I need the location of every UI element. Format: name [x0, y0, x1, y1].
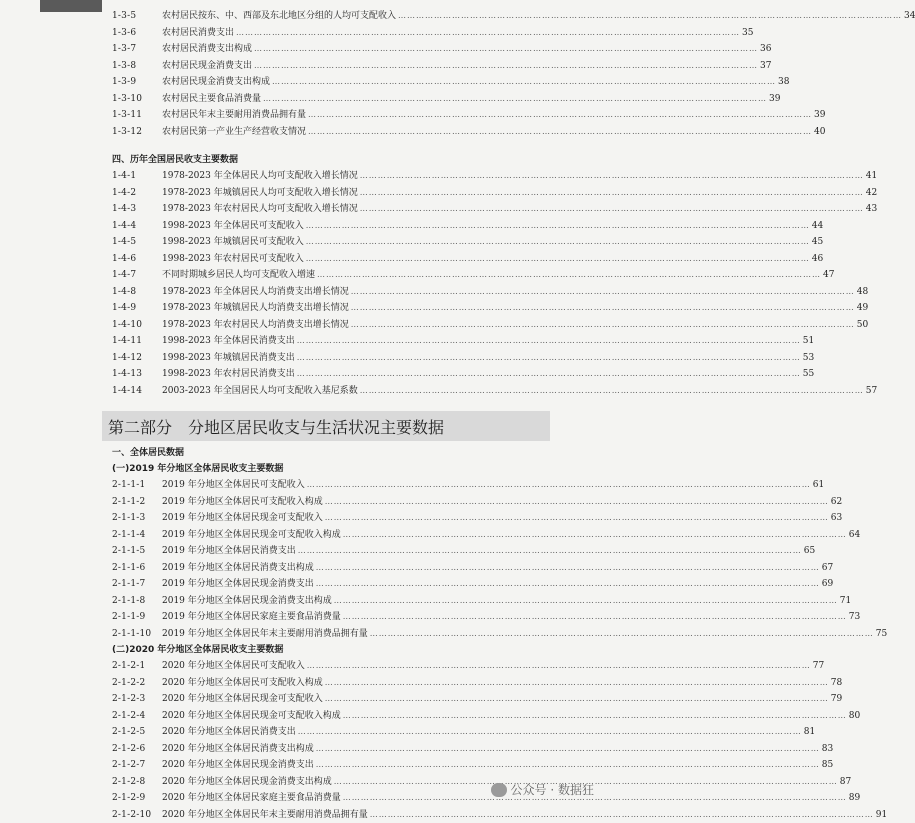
dot-leader	[351, 284, 855, 301]
toc-entry-page: 41	[866, 168, 877, 185]
toc-entry-number: 2-1-1-4	[112, 527, 162, 544]
toc-entry-title: 农村居民现金消费支出	[162, 58, 252, 75]
toc-entry[interactable]	[112, 807, 552, 823]
toc-entry-number: 1-4-5	[112, 234, 162, 251]
toc-entry[interactable]	[112, 366, 552, 383]
toc-entry-page: 39	[769, 91, 780, 108]
dot-leader	[316, 757, 820, 774]
toc-entry-page: 55	[803, 366, 814, 383]
toc-entry[interactable]	[112, 691, 552, 708]
toc-entry-page: 79	[831, 691, 842, 708]
toc-entry[interactable]	[112, 609, 552, 626]
toc-entry[interactable]	[112, 267, 552, 284]
toc-entry[interactable]	[112, 41, 552, 58]
toc-entry-title: 1978-2023 年全体居民人均可支配收入增长情况	[162, 168, 358, 185]
toc-entry[interactable]	[112, 576, 552, 593]
part2-subheading: 一、全体居民数据	[112, 445, 552, 461]
dot-leader	[360, 383, 864, 400]
toc-entry-title: 2019 年分地区全体居民现金可支配收入构成	[162, 527, 341, 544]
toc-entry-page: 40	[814, 124, 825, 141]
toc-entry[interactable]	[112, 317, 552, 334]
dot-leader	[297, 350, 801, 367]
toc-entry[interactable]	[112, 74, 552, 91]
dot-leader	[306, 234, 810, 251]
toc-entry-number: 1-4-10	[112, 317, 162, 334]
toc-entry-page: 71	[840, 593, 851, 610]
toc-entry[interactable]	[112, 201, 552, 218]
dot-leader	[307, 658, 811, 675]
dot-leader	[316, 576, 820, 593]
toc-entry-number: 1-4-1	[112, 168, 162, 185]
toc-entry[interactable]	[112, 218, 552, 235]
toc-entry-page: 62	[831, 494, 842, 511]
toc-entry-page: 42	[866, 185, 877, 202]
dot-leader	[360, 168, 864, 185]
toc-entry-page: 65	[804, 543, 815, 560]
toc-entry-title: 2020 年分地区全体居民现金消费支出	[162, 757, 314, 774]
toc-entry-title: 1998-2023 年农村居民可支配收入	[162, 251, 304, 268]
toc-entry-number: 2-1-1-9	[112, 609, 162, 626]
toc-entry-page: 38	[778, 74, 789, 91]
dot-leader	[298, 543, 802, 560]
toc-entry-page: 87	[840, 774, 851, 791]
dot-leader	[317, 267, 821, 284]
toc-entry-page: 45	[812, 234, 823, 251]
toc-entry-number: 1-4-4	[112, 218, 162, 235]
toc-entry-page: 57	[866, 383, 877, 400]
toc-entry-title: 农村居民主要食品消费量	[162, 91, 261, 108]
dot-leader	[308, 124, 812, 141]
toc-entry-page: 75	[876, 626, 887, 643]
toc-entry-number: 2-1-1-2	[112, 494, 162, 511]
toc-entry-page: 69	[822, 576, 833, 593]
toc-entry-title: 农村居民按东、中、西部及东北地区分组的人均可支配收入	[162, 8, 396, 25]
toc-entry-number: 2-1-2-5	[112, 724, 162, 741]
toc-entry[interactable]	[112, 284, 552, 301]
dot-leader	[297, 333, 801, 350]
dot-leader	[254, 58, 758, 75]
toc-entry-number: 1-3-8	[112, 58, 162, 75]
toc-entry[interactable]	[112, 333, 552, 350]
toc-entry-page: 73	[849, 609, 860, 626]
toc-entry-title: 2020 年分地区全体居民可支配收入构成	[162, 675, 323, 692]
toc-entry-page: 85	[822, 757, 833, 774]
toc-entry-title: 2019 年分地区全体居民消费支出构成	[162, 560, 314, 577]
toc-entry-number: 2-1-1-5	[112, 543, 162, 560]
toc-entry-number: 2-1-2-10	[112, 807, 162, 823]
toc-entry[interactable]	[112, 543, 552, 560]
toc-entry-number: 2-1-2-2	[112, 675, 162, 692]
dot-leader	[316, 741, 820, 758]
toc-entry-number: 2-1-2-3	[112, 691, 162, 708]
toc-entry-page: 53	[803, 350, 814, 367]
toc-entry-number: 1-4-12	[112, 350, 162, 367]
toc-entry-page: 63	[831, 510, 842, 527]
toc-entry-title: 2019 年分地区全体居民现金消费支出构成	[162, 593, 332, 610]
toc-list-section4	[112, 168, 552, 399]
toc-entry-page: 77	[813, 658, 824, 675]
toc-entry-title: 不同时期城乡居民人均可支配收入增速	[162, 267, 315, 284]
toc-entry-page: 78	[831, 675, 842, 692]
toc-entry-title: 2019 年分地区全体居民年末主要耐用消费品拥有量	[162, 626, 368, 643]
toc-entry-number: 1-4-7	[112, 267, 162, 284]
toc-entry[interactable]	[112, 168, 552, 185]
dot-leader	[306, 218, 810, 235]
toc-entry[interactable]	[112, 8, 552, 25]
toc-entry[interactable]	[112, 234, 552, 251]
dot-leader	[325, 510, 829, 527]
toc-entry-number: 2-1-2-6	[112, 741, 162, 758]
dot-leader	[254, 41, 758, 58]
toc-entry-number: 1-3-10	[112, 91, 162, 108]
toc-entry-number: 1-3-6	[112, 25, 162, 42]
toc-entry-title: 2019 年分地区全体居民家庭主要食品消费量	[162, 609, 341, 626]
toc-entry-page: 81	[804, 724, 815, 741]
wechat-icon	[491, 783, 507, 797]
toc-entry-page: 91	[876, 807, 887, 823]
dot-leader	[370, 626, 874, 643]
toc-list-2019	[112, 477, 552, 642]
toc-entry[interactable]	[112, 593, 552, 610]
toc-entry[interactable]	[112, 477, 552, 494]
toc-entry-number: 2-1-2-4	[112, 708, 162, 725]
toc-entry-page: 47	[823, 267, 834, 284]
toc-entry-title: 1998-2023 年城镇居民消费支出	[162, 350, 295, 367]
dot-leader	[351, 300, 855, 317]
toc-entry[interactable]	[112, 124, 552, 141]
watermark	[491, 781, 594, 798]
dot-leader	[316, 560, 820, 577]
toc-entry-page: 48	[857, 284, 868, 301]
toc-entry-number: 1-3-12	[112, 124, 162, 141]
toc-entry-number: 1-4-6	[112, 251, 162, 268]
toc-entry[interactable]	[112, 741, 552, 758]
toc-entry[interactable]	[112, 658, 552, 675]
toc-entry[interactable]	[112, 494, 552, 511]
toc-entry-page: 51	[803, 333, 814, 350]
toc-entry-page: 64	[849, 527, 860, 544]
toc-entry-title: 1998-2023 年全体居民可支配收入	[162, 218, 304, 235]
toc-list-2020	[112, 658, 552, 823]
dot-leader	[307, 477, 811, 494]
toc-entry-title: 2019 年分地区全体居民现金可支配收入	[162, 510, 323, 527]
toc-entry-title: 2020 年分地区全体居民家庭主要食品消费量	[162, 790, 341, 807]
dot-leader	[351, 317, 855, 334]
dot-leader	[297, 366, 801, 383]
toc-entry-page: 80	[849, 708, 860, 725]
toc-entry-title: 1998-2023 年城镇居民可支配收入	[162, 234, 304, 251]
toc-entry-number: 2-1-2-9	[112, 790, 162, 807]
toc-entry-title: 2020 年分地区全体居民现金可支配收入	[162, 691, 323, 708]
toc-entry-title: 2020 年分地区全体居民可支配收入	[162, 658, 305, 675]
toc-entry-number: 1-4-2	[112, 185, 162, 202]
subheading-2019: (一)2019 年分地区全体居民收支主要数据	[112, 461, 552, 477]
toc-entry-title: 1998-2023 年农村居民消费支出	[162, 366, 295, 383]
toc-entry-number: 2-1-1-3	[112, 510, 162, 527]
toc-entry-title: 1978-2023 年城镇居民人均消费支出增长情况	[162, 300, 349, 317]
toc-entry-title: 2019 年分地区全体居民现金消费支出	[162, 576, 314, 593]
toc-entry-title: 1978-2023 年农村居民人均可支配收入增长情况	[162, 201, 358, 218]
toc-entry-page: 49	[857, 300, 868, 317]
toc-entry-title: 农村居民消费支出构成	[162, 41, 252, 58]
toc-entry-page: 37	[760, 58, 771, 75]
top-edge-bar	[40, 0, 102, 12]
toc-entry-title: 2019 年分地区全体居民可支配收入	[162, 477, 305, 494]
toc-entry-number: 1-3-11	[112, 107, 162, 124]
dot-leader	[325, 494, 829, 511]
toc-entry-title: 2020 年分地区全体居民消费支出构成	[162, 741, 314, 758]
toc-entry-number: 1-4-9	[112, 300, 162, 317]
toc-entry[interactable]	[112, 757, 552, 774]
section-heading-4: 四、历年全国居民收支主要数据	[112, 152, 552, 168]
dot-leader	[263, 91, 767, 108]
toc-entry[interactable]	[112, 724, 552, 741]
toc-entry[interactable]	[112, 560, 552, 577]
toc-entry[interactable]	[112, 510, 552, 527]
toc-entry-page: 46	[812, 251, 823, 268]
toc-entry-title: 1978-2023 年全体居民人均消费支出增长情况	[162, 284, 349, 301]
toc-entry-number: 1-4-3	[112, 201, 162, 218]
toc-entry-page: 83	[822, 741, 833, 758]
toc-entry[interactable]	[112, 527, 552, 544]
toc-entry-page: 39	[814, 107, 825, 124]
toc-entry[interactable]	[112, 774, 552, 791]
dot-leader	[360, 185, 864, 202]
toc-entry-number: 1-4-8	[112, 284, 162, 301]
toc-entry-page: 35	[742, 25, 753, 42]
toc-entry[interactable]	[112, 251, 552, 268]
part2-banner: 第二部分 分地区居民收支与生活状况主要数据	[102, 411, 550, 441]
toc-entry-title: 2020 年分地区全体居民现金可支配收入构成	[162, 708, 341, 725]
subheading-2020: (二)2020 年分地区全体居民收支主要数据	[112, 642, 552, 658]
dot-leader	[360, 201, 864, 218]
dot-leader	[325, 675, 829, 692]
toc-entry[interactable]	[112, 708, 552, 725]
dot-leader	[306, 251, 810, 268]
toc-entry-page: 67	[822, 560, 833, 577]
toc-entry-title: 农村居民年末主要耐用消费品拥有量	[162, 107, 306, 124]
dot-leader	[370, 807, 874, 823]
toc-entry-title: 2019 年分地区全体居民消费支出	[162, 543, 296, 560]
toc-entry-title: 1978-2023 年农村居民人均消费支出增长情况	[162, 317, 349, 334]
toc-entry-page: 50	[857, 317, 868, 334]
toc-entry[interactable]	[112, 790, 552, 807]
toc-entry-title: 农村居民第一产业生产经营收支情况	[162, 124, 306, 141]
toc-entry-number: 2-1-1-1	[112, 477, 162, 494]
toc-entry-title: 农村居民消费支出	[162, 25, 234, 42]
toc-entry[interactable]	[112, 58, 552, 75]
dot-leader	[343, 609, 847, 626]
toc-entry-page: 36	[760, 41, 771, 58]
dot-leader	[298, 724, 802, 741]
toc-entry-number: 2-1-1-7	[112, 576, 162, 593]
toc-entry[interactable]	[112, 107, 552, 124]
toc-entry-number: 2-1-1-10	[112, 626, 162, 643]
dot-leader	[236, 25, 740, 42]
toc-entry-title: 1998-2023 年全体居民消费支出	[162, 333, 295, 350]
toc-entry[interactable]	[112, 300, 552, 317]
toc-entry-title: 农村居民现金消费支出构成	[162, 74, 270, 91]
dot-leader	[272, 74, 776, 91]
watermark-text: 公众号 · 数据狂	[511, 781, 594, 798]
toc-entry-number: 2-1-2-8	[112, 774, 162, 791]
toc-entry-page: 34	[904, 8, 915, 25]
toc-entry-title: 2020 年分地区全体居民现金消费支出构成	[162, 774, 332, 791]
toc-entry-title: 2019 年分地区全体居民可支配收入构成	[162, 494, 323, 511]
dot-leader	[398, 8, 902, 25]
toc-entry[interactable]	[112, 25, 552, 42]
dot-leader	[308, 107, 812, 124]
toc-entry-number: 2-1-1-6	[112, 560, 162, 577]
toc-entry[interactable]	[112, 675, 552, 692]
toc-list-section3	[112, 8, 552, 140]
toc-entry-number: 1-4-13	[112, 366, 162, 383]
dot-leader	[325, 691, 829, 708]
toc-entry-number: 2-1-2-1	[112, 658, 162, 675]
toc-entry-page: 43	[866, 201, 877, 218]
toc-entry[interactable]	[112, 626, 552, 643]
toc-entry-number: 1-4-11	[112, 333, 162, 350]
toc-entry-number: 1-3-7	[112, 41, 162, 58]
toc-entry-title: 1978-2023 年城镇居民人均可支配收入增长情况	[162, 185, 358, 202]
dot-leader	[343, 527, 847, 544]
toc-entry-number: 1-3-9	[112, 74, 162, 91]
toc-entry-page: 61	[813, 477, 824, 494]
toc-entry-page: 89	[849, 790, 860, 807]
toc-entry-page: 44	[812, 218, 823, 235]
dot-leader	[343, 708, 847, 725]
dot-leader	[343, 790, 847, 807]
toc-entry-number: 1-4-14	[112, 383, 162, 400]
toc-page	[112, 8, 552, 823]
toc-entry-number: 1-3-5	[112, 8, 162, 25]
toc-entry[interactable]	[112, 350, 552, 367]
toc-entry-title: 2003-2023 年全国居民人均可支配收入基尼系数	[162, 383, 358, 400]
toc-entry-title: 2020 年分地区全体居民消费支出	[162, 724, 296, 741]
toc-entry[interactable]	[112, 383, 552, 400]
toc-entry-number: 2-1-1-8	[112, 593, 162, 610]
toc-entry-title: 2020 年分地区全体居民年末主要耐用消费品拥有量	[162, 807, 368, 823]
dot-leader	[334, 593, 838, 610]
toc-entry-number: 2-1-2-7	[112, 757, 162, 774]
toc-entry[interactable]	[112, 185, 552, 202]
toc-entry[interactable]	[112, 91, 552, 108]
